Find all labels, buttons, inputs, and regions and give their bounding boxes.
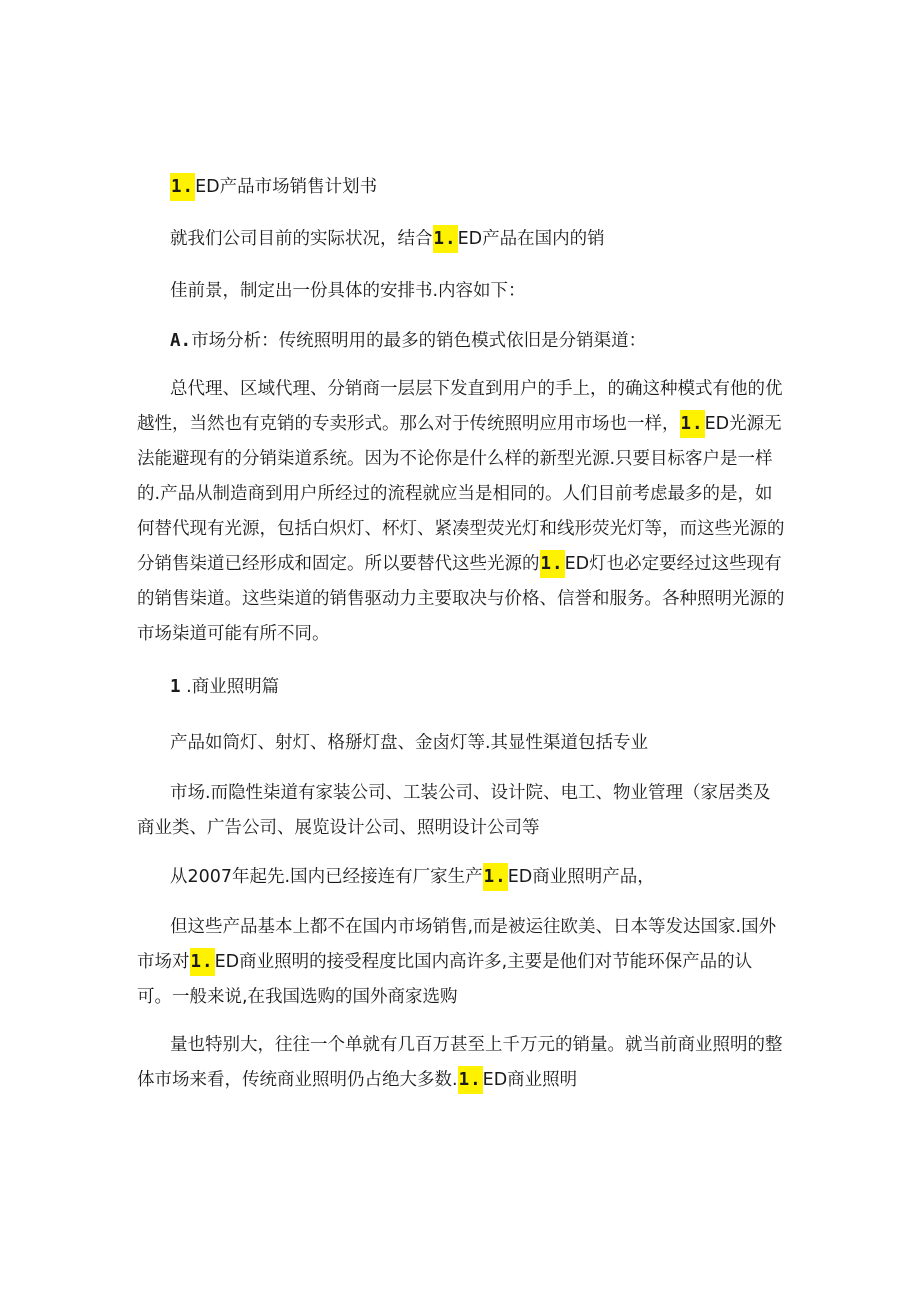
paragraph-export <box>137 910 787 1015</box>
paragraph-text: 量也特别大，往往一个单就有几百万甚至上千万元的销量。就当前商业照明的整体市场来看，传统商业照明仍占绝大多数. <box>137 1035 783 1090</box>
highlight-led: 1. <box>540 550 565 578</box>
since-text-before: 从2007年起先.国内已经接连有厂家生产 <box>170 867 483 887</box>
products-line <box>170 728 648 758</box>
section-1-number: 1 <box>170 677 181 697</box>
document-title <box>170 172 377 202</box>
section-a-label: A. <box>170 331 192 351</box>
since-2007-line <box>170 862 655 892</box>
intro-text-after: ED产品在国内的销 <box>457 229 605 249</box>
section-a-heading <box>170 326 646 356</box>
title-text: ED产品市场销售计划书 <box>195 177 378 197</box>
highlight-led: 1. <box>458 1066 483 1094</box>
intro-line-2 <box>170 276 526 306</box>
paragraph-volume <box>137 1028 787 1098</box>
paragraph-text: 但这些产品基本上都不在国内市场销售,而是被运往欧美、日本等发达国家.国外市场对 <box>137 917 777 972</box>
section-1-heading <box>170 672 279 702</box>
paragraph-text: ED商业照明的接受程度比国内高许多,主要是他们对节能环保产品的认可。一般来说,在我国选购的国外商家选购 <box>137 952 753 1007</box>
highlight-led: 1. <box>433 225 458 253</box>
paragraph-text: ED商业照明 <box>482 1070 578 1090</box>
highlight-led: 1. <box>190 948 215 976</box>
paragraph-text: 总代理、区域代理、分销商一层层下发直到用户的手上，的确这种模式有他的优越性，当然也有克销的专卖形式。那么对于传统照明应用市场也一样， <box>137 379 783 434</box>
intro-line-1 <box>170 224 605 254</box>
intro-text: 佳前景，制定出一份具体的安排书.内容如下： <box>170 281 526 301</box>
intro-text-before: 就我们公司目前的实际状况，结合 <box>170 229 433 249</box>
paragraph-text: ED灯也必定要经过这些现有的销售柒道。这些柒道的销售驱动力主要取决与价格、信誉和服务。各种照明光源的市场柒道可能有所不同。 <box>137 554 785 644</box>
products-text: 产品如筒灯、射灯、格掰灯盘、金卤灯等.其显性渠道包括专业 <box>170 733 649 753</box>
since-text-after: ED商业照明产品， <box>507 867 655 887</box>
highlight-led: 1. <box>170 173 195 201</box>
highlight-led: 1. <box>680 410 705 438</box>
paragraph-text: 市场.而隐性柒道有家装公司、工装公司、设计院、电工、物业管理（家居类及商业类、广告公司、展览设计公司、照明设计公司等 <box>137 783 771 838</box>
paragraph-distribution <box>137 372 787 652</box>
paragraph-text: ED光源无法能避现有的分销柒道系统。因为不论你是什么样的新型光源.只要目标客户是一样的.产品从制造商到用户所经过的流程就应当是相同的。人们目前考虑最多的是，如何替代现有光源，包括白炽灯、杯灯、紧凑型荧光灯和线形荧光灯等，而这些光源的分销售柒道已经形成和固定。所以要替代这些光源的 <box>137 414 785 574</box>
highlight-led: 1. <box>483 863 508 891</box>
paragraph-channels <box>137 776 787 846</box>
section-a-text: 市场分析：传统照明用的最多的销色模式依旧是分销渠道： <box>191 331 647 351</box>
section-1-text: .商业照明篇 <box>186 677 280 697</box>
